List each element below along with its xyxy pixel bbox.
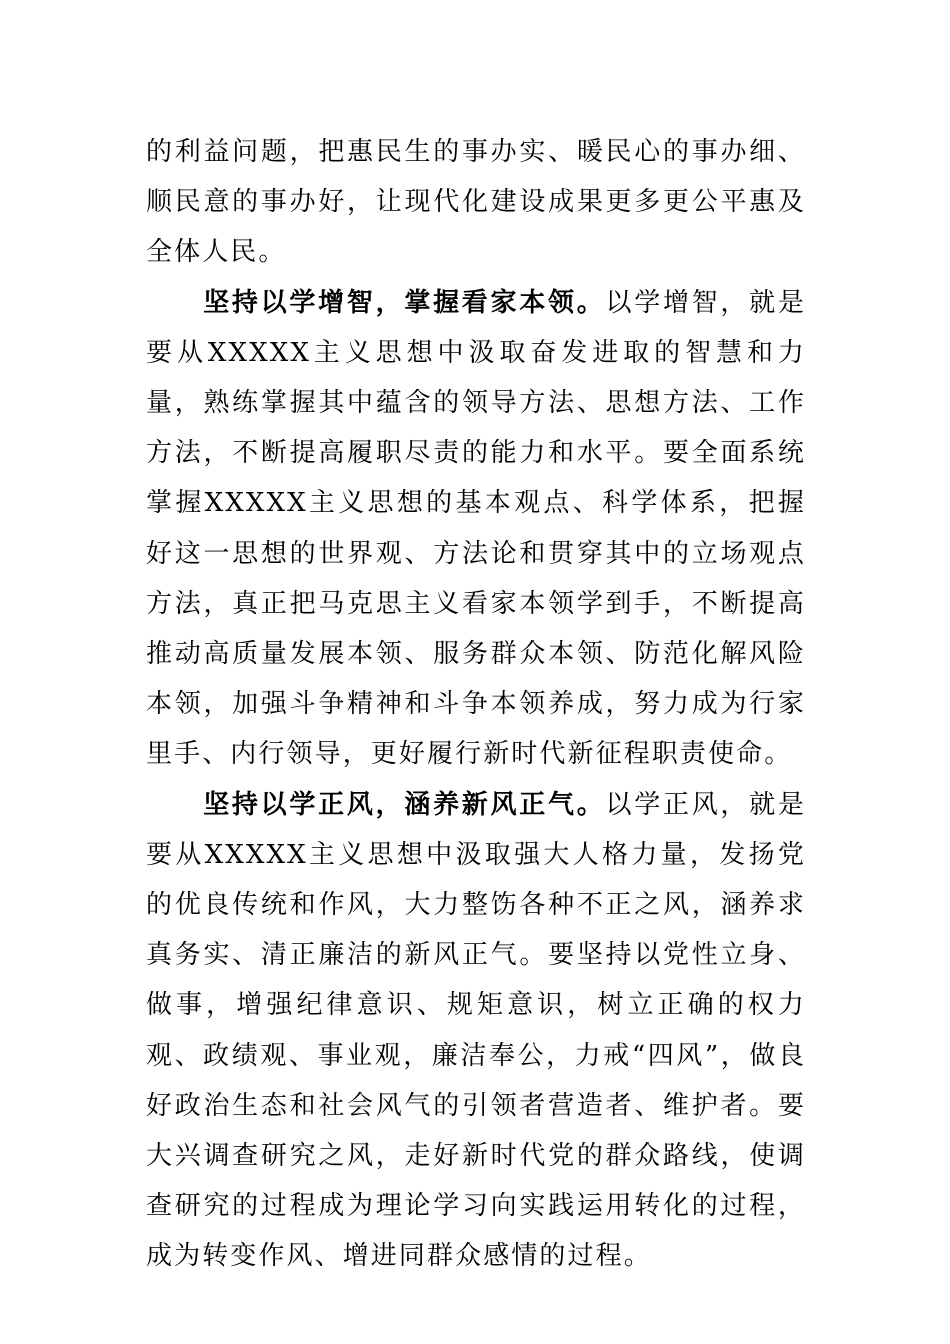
paragraph-3 — [146, 780, 806, 1282]
paragraph-heading: 坚持以学增智，掌握看家本领。 — [203, 287, 606, 318]
paragraph-body: 的利益问题，把惠民生的事办实、暖民心的事办细、顺民意的事办好，让现代化建设成果更多更公平惠及全体人民。 — [146, 137, 806, 268]
document-page — [146, 127, 806, 1282]
paragraph-heading: 坚持以学正风，涵养新风正气。 — [203, 789, 606, 820]
paragraph-body: 以学正风，就是要从XXXXX主义思想中汲取强大人格力量，发扬党的优良传统和作风，大力整饬各种不正之风，涵养求真务实、清正廉洁的新风正气。要坚持以党性立身、做事，增强纪律意识、规矩意识，树立正确的权力观、政绩观、事业观，廉洁奉公，力戒“四风”，做良好政治生态和社会风气的引领者营造者、维护者。要大兴调查研究之风，走好新时代党的群众路线，使调查研究的过程成为理论学习向实践运用转化的过程，成为转变作风、增进同群众感情的过程。 — [146, 789, 807, 1272]
paragraph-1 — [146, 127, 806, 278]
paragraph-body: 以学增智，就是要从XXXXX主义思想中汲取奋发进取的智慧和力量，熟练掌握其中蕴含的领导方法、思想方法、工作方法，不断提高履职尽责的能力和水平。要全面系统掌握XXXXX主义思想的基本观点、科学体系，把握好这一思想的世界观、方法论和贯穿其中的立场观点方法，真正把马克思主义看家本领学到手，不断提高推动高质量发展本领、服务群众本领、防范化解风险本领，加强斗争精神和斗争本领养成，努力成为行家里手、内行领导，更好履行新时代新征程职责使命。 — [146, 287, 806, 770]
paragraph-2 — [146, 278, 806, 780]
